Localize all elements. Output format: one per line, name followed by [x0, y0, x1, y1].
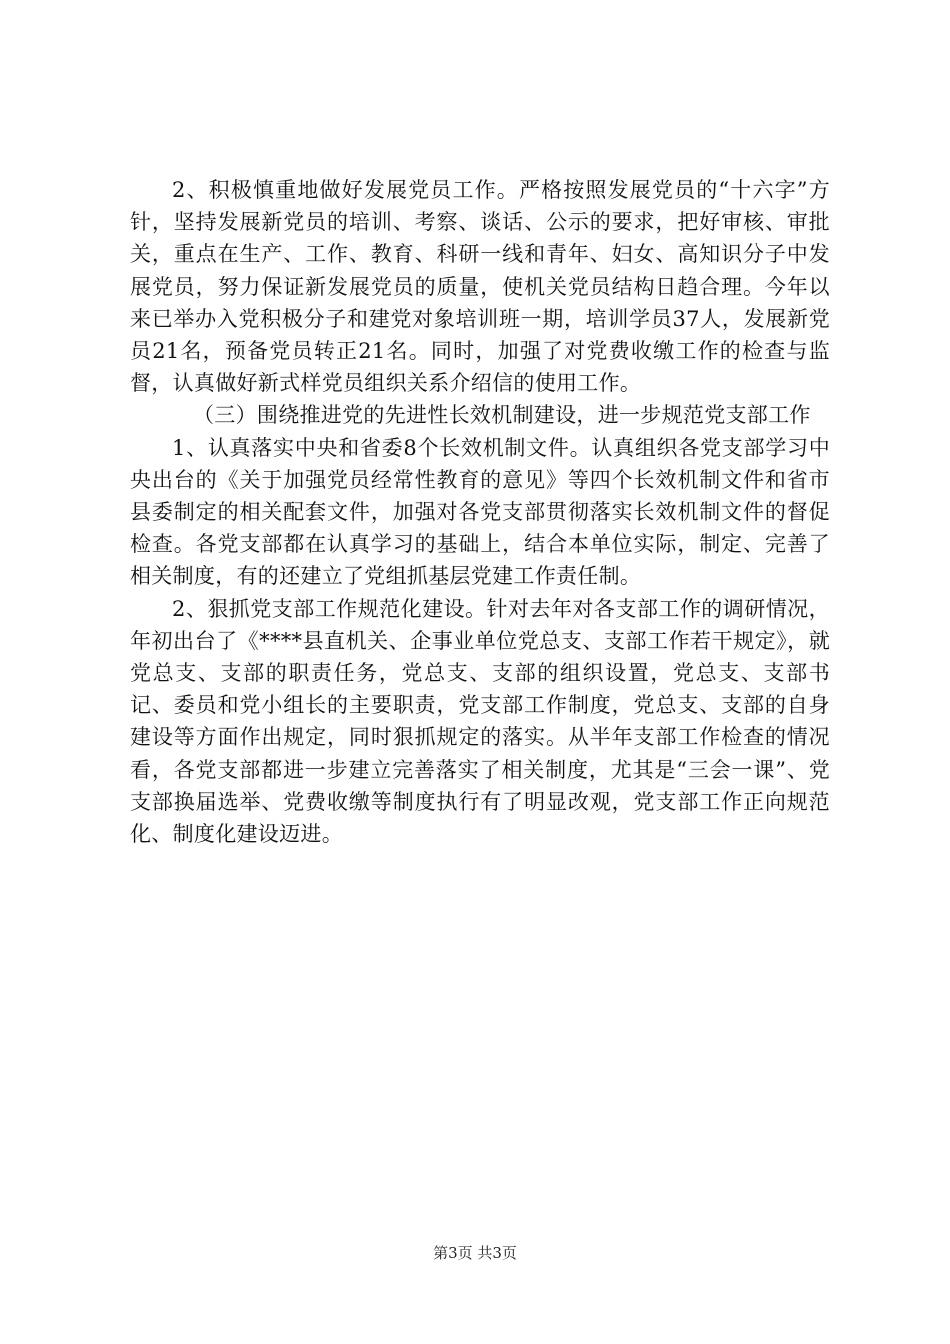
paragraph-develop-members: 2、积极慎重地做好发展党员工作。严格按照发展党员的“十六字”方针，坚持发展新党员的培训、考察、谈话、公示的要求，把好审核、审批关，重点在生产、工作、教育、科研一线和青年、妇女、高知识分子中发展党员，努力保证新发展党员的质量，使机关党员结构日趋合理。今年以来已举办入党积极分子和建党对象培训班一期，培训学员37人，发展新党员21名，预备党员转正21名。同时，加强了对党费收缴工作的检查与监督，认真做好新式样党员组织关系介绍信的使用工作。 [130, 178, 830, 396]
paragraph-branch-standardization: 2、狠抓党支部工作规范化建设。针对去年对各支部工作的调研情况，年初出台了《****县直机关、企事业单位党总支、支部工作若干规定》，就党总支、支部的职责任务，党总支、支部的组织设置，党总支、支部书记、委员和党小组长的主要职责，党支部工作制度，党总支、支部的自身建设等方面作出规定，同时狠抓规定的落实。从半年支部工作检查的情况看，各党支部都进一步建立完善落实了相关制度，尤其是“三会一课”、党支部换届选举、党费收缴等制度执行有了明显改观，党支部工作正向规范化、制度化建设迈进。 [130, 596, 830, 847]
paragraph-long-term-mechanism: 1、认真落实中央和省委8个长效机制文件。认真组织各党支部学习中央出台的《关于加强党员经常性教育的意见》等四个长效机制文件和省市县委制定的相关配套文件，加强对各党支部贯彻落实长效机制文件的督促检查。各党支部都在认真学习的基础上，结合本单位实际，制定、完善了相关制度，有的还建立了党组抓基层党建工作责任制。 [130, 435, 830, 589]
section-heading-three: （三）围绕推进党的先进性长效机制建设，进一步规范党支部工作 [193, 403, 811, 428]
document-body [130, 174, 830, 850]
page-number-footer: 第3页 共3页 [433, 1244, 517, 1262]
